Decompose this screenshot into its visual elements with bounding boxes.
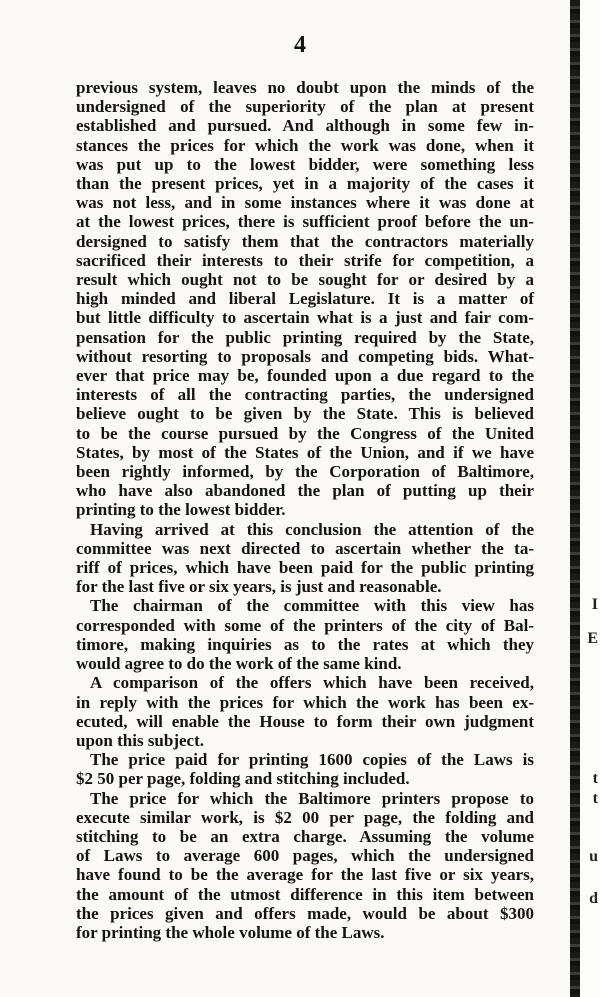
text-line: Having arrived at this conclusion the attention of the xyxy=(90,519,534,539)
text-line: sacrificed their interests to their strife for competition, a xyxy=(76,250,534,270)
text-line: stances the prices for which the work was done, when it xyxy=(76,135,534,155)
adjacent-page-glyph: t xyxy=(592,790,598,807)
text-line: for the last five or six years, is just and reasonable. xyxy=(76,577,442,597)
text-line: was put up to the lowest bidder, were something less xyxy=(76,154,534,174)
text-line: ever that price may be, founded upon a due regard to the xyxy=(76,366,534,386)
page-number: 4 xyxy=(294,32,306,58)
text-line: The chairman of the committee with this view has xyxy=(90,596,534,616)
text-line: committee was next directed to ascertain whether the ta- xyxy=(76,538,534,558)
adjacent-page-glyph: u xyxy=(589,848,598,865)
text-line: believe ought to be given by the State. This is believed xyxy=(76,404,534,424)
adjacent-page-glyph: E xyxy=(587,630,598,647)
text-line: have found to be the average for the last five or six years, xyxy=(76,865,534,885)
text-line: execute similar work, is $2 00 per page, the folding and xyxy=(76,807,534,827)
text-line: established and pursued. And although in some few in- xyxy=(76,116,534,136)
text-line: A comparison of the offers which have been received, xyxy=(90,673,534,693)
text-line: in reply with the prices for which the work has been ex- xyxy=(76,692,534,712)
text-line: would agree to do the work of the same kind. xyxy=(76,654,402,674)
text-line: undersigned of the superiority of the plan at present xyxy=(76,97,534,117)
text-line: to be the course pursued by the Congress of the United xyxy=(76,423,534,443)
text-line: but little difficulty to ascertain what is a just and fair com- xyxy=(76,308,534,328)
text-line: the prices given and offers made, would be about $300 xyxy=(76,903,534,923)
text-line: timore, making inquiries as to the rates at which they xyxy=(76,634,534,654)
text-line: interests of all the contracting parties, the undersigned xyxy=(76,385,534,405)
text-line: ecuted, will enable the House to form their own judgment xyxy=(76,711,534,731)
text-line: dersigned to satisfy them that the contractors materially xyxy=(76,231,534,251)
text-line: The price for which the Baltimore printers propose to xyxy=(90,788,534,808)
text-line: the amount of the utmost difference in this item between xyxy=(76,884,534,904)
adjacent-page-glyph: t xyxy=(592,770,598,787)
text-line: was not less, and in some instances where it was done at xyxy=(76,193,534,213)
binding-edge xyxy=(570,0,580,997)
text-line: upon this subject. xyxy=(76,730,205,750)
text-line: of Laws to average 600 pages, which the undersigned xyxy=(76,846,534,866)
text-line: previous system, leaves no doubt upon the minds of the xyxy=(76,78,534,97)
body-text xyxy=(76,78,534,942)
text-line: who have also abandoned the plan of putting up their xyxy=(76,481,534,501)
adjacent-page-edge xyxy=(580,0,600,997)
text-line: at the lowest prices, there is sufficient proof before the un- xyxy=(76,212,534,232)
text-line: for printing the whole volume of the Laws. xyxy=(76,922,385,942)
text-line: corresponded with some of the printers of the city of Bal- xyxy=(76,615,534,635)
text-line: States, by most of the States of the Union, and if we have xyxy=(76,442,534,462)
text-line: than the present prices, yet in a majority of the cases it xyxy=(76,174,534,194)
text-line: high minded and liberal Legislature. It is a matter of xyxy=(76,289,534,309)
text-line: riff of prices, which have been paid for the public printing xyxy=(76,558,534,578)
text-line: printing to the lowest bidder. xyxy=(76,500,286,520)
text-line: stitching to be an extra charge. Assuming the volume xyxy=(76,826,534,846)
adjacent-page-glyph: I xyxy=(591,596,598,613)
text-line: pensation for the public printing required by the State, xyxy=(76,327,534,347)
text-line: without resorting to proposals and competing bids. What- xyxy=(76,346,534,366)
adjacent-page-glyph: d xyxy=(589,890,598,907)
text-line: result which ought not to be sought for or desired by a xyxy=(76,270,534,290)
text-line: been rightly informed, by the Corporation of Baltimore, xyxy=(76,462,534,482)
text-line: The price paid for printing 1600 copies of the Laws is xyxy=(90,750,534,770)
text-line: $2 50 per page, folding and stitching included. xyxy=(76,769,410,789)
